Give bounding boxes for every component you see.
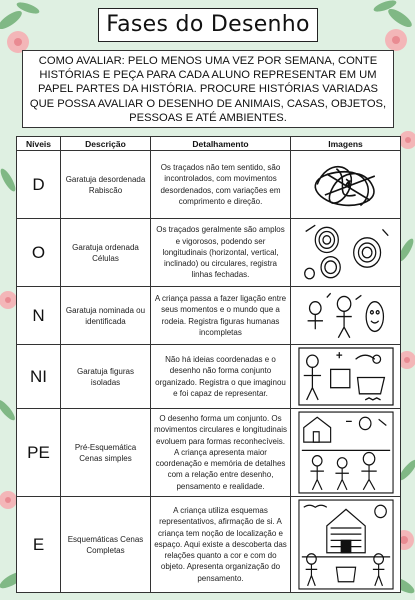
table-row (17, 151, 401, 219)
table-row (17, 497, 401, 593)
level-cell: PE (17, 409, 61, 497)
description-cell: Esquemáticas Cenas Completas (61, 497, 151, 593)
complete-scene-drawing-image (298, 499, 394, 590)
simple-scene-drawing-image (298, 411, 394, 494)
detail-cell: A criança passa a fazer ligação entre seus momentos e o mundo que a rodeia. Registra figuras humanas incompletas (151, 287, 291, 345)
circular-scribbles-drawing-image (298, 221, 394, 284)
instructions-text: COMO AVALIAR: PELO MENOS UMA VEZ POR SEMANA, CONTE HISTÓRIAS E PEÇA PARA CADA ALUNO REPRESENTAR EM UM PAPEL PARTES DA HISTÓRIA. PROCURE HISTÓRIAS VARIADAS QUE POSSA AVALIAR O DESENHO DE ANIMAIS, CASAS, OBJETOS, PESSOAS E ATÉ AMBIENTES. (22, 50, 394, 128)
level-cell: E (17, 497, 61, 593)
column-header-description: Descrição (61, 137, 151, 151)
table-row (17, 409, 401, 497)
table-row (17, 219, 401, 287)
table-row (17, 287, 401, 345)
simple-figures-drawing-image (298, 289, 394, 342)
scribble-drawing-image (298, 153, 394, 216)
table-header-row (17, 137, 401, 151)
page-title: Fases do Desenho (98, 8, 318, 42)
description-cell: Garatuja nominada ou identificada (61, 287, 151, 345)
level-cell: NI (17, 345, 61, 409)
column-header-images: Imagens (291, 137, 401, 151)
isolated-figures-drawing-image (298, 347, 394, 406)
detail-cell: A criança utiliza esquemas representativos, afirmação de si. A criança tem noção de localização e espaço. Aqui existe a descoberta das relações quanto a cor e com do objeto. Apresenta organização do pensamento. (151, 497, 291, 593)
table-row (17, 345, 401, 409)
level-cell: O (17, 219, 61, 287)
description-cell: Pré-Esquemática Cenas simples (61, 409, 151, 497)
detail-cell: Os traçados não tem sentido, são incontrolados, com movimentos desordenados, com variações em comprimento e direção. (151, 151, 291, 219)
description-cell: Garatuja ordenada Células (61, 219, 151, 287)
detail-cell: Não há ideias coordenadas e o desenho não forma conjunto organizado. Registra o que imaginou e foi capaz de representar. (151, 345, 291, 409)
column-header-levels: Níveis (17, 137, 61, 151)
level-cell: D (17, 151, 61, 219)
description-cell: Garatuja figuras isoladas (61, 345, 151, 409)
level-cell: N (17, 287, 61, 345)
description-cell: Garatuja desordenada Rabiscão (61, 151, 151, 219)
detail-cell: O desenho forma um conjunto. Os movimentos circulares e longitudinais evoluem para formas reconhecíveis. A criança apresenta maior coordenação e memória de detalhes com a relação entre desenho, pensamento e realidade. (151, 409, 291, 497)
detail-cell: Os traçados geralmente são amplos e vigorosos, podendo ser longitudinais (horizontal, vertical, inclinado) ou circulares, registra linhas fechadas. (151, 219, 291, 287)
column-header-detail: Detalhamento (151, 137, 291, 151)
drawing-stages-table (16, 136, 401, 593)
